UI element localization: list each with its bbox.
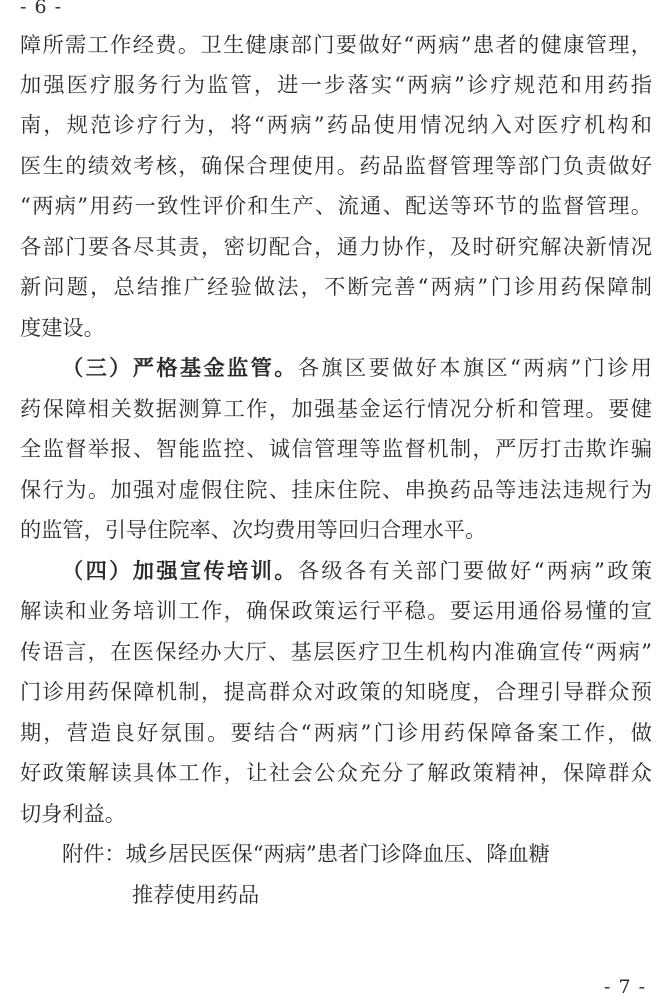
page-number-bottom: - 7 - [603, 976, 646, 998]
body-line: 新问题，总结推广经验做法，不断完善“两病”门诊用药保障制 [20, 274, 652, 299]
page-number-top: - 6 - [20, 0, 63, 18]
section-3-heading: （三）严格基金监管。 [62, 355, 298, 380]
section-3-text: 各旗区要做好本旗区“两病”门诊用 [297, 355, 652, 380]
section-4-heading: （四）加强宣传培训。 [62, 558, 298, 583]
body-line: 好政策解读具体工作，让社会公众充分了解政策精神，保障群众 [20, 760, 652, 785]
attachment-line-1: 附件：城乡居民医保“两病”患者门诊降血压、降血糖 [62, 841, 550, 866]
body-line: “两病”用药一致性评价和生产、流通、配送等环节的监督管理。 [20, 193, 652, 218]
body-line: 度建设。 [20, 315, 105, 340]
body-line: 加强医疗服务行为监管，进一步落实“两病”诊疗规范和用药指 [20, 72, 652, 97]
body-line: 各部门要各尽其责，密切配合，通力协作，及时研究解决新情况 [20, 234, 652, 259]
section-4-text: 各级各有关部门要做好“两病”政策 [297, 558, 652, 583]
body-line: 全监督举报、智能监控、诚信管理等监督机制，严厉打击欺诈骗 [20, 436, 652, 461]
body-line: 门诊用药保障机制，提高群众对政策的知晓度，合理引导群众预 [20, 679, 652, 704]
body-line: 解读和业务培训工作，确保政策运行平稳。要运用通俗易懂的宣 [20, 598, 652, 623]
section-4-first-line [62, 560, 652, 581]
body-line: 保行为。加强对虚假住院、挂床住院、串换药品等违法违规行为 [20, 477, 652, 502]
body-line: 的监管，引导住院率、次均费用等回归合理水平。 [20, 517, 487, 542]
section-3-first-line [62, 357, 652, 378]
body-line: 医生的绩效考核，确保合理使用。药品监督管理等部门负责做好 [20, 153, 652, 178]
body-line: 期，营造良好氛围。要结合“两病”门诊用药保障备案工作，做 [20, 720, 652, 745]
attachment-line-2: 推荐使用药品 [132, 882, 260, 907]
body-line: 药保障相关数据测算工作，加强基金运行情况分析和管理。要健 [20, 396, 652, 421]
body-line: 传语言，在医保经办大厅、基层医疗卫生机构内准确宣传“两病” [20, 639, 652, 664]
body-line: 切身利益。 [20, 801, 126, 826]
body-line: 南，规范诊疗行为，将“两病”药品使用情况纳入对医疗机构和 [20, 112, 652, 137]
body-line: 障所需工作经费。卫生健康部门要做好“两病”患者的健康管理， [20, 32, 652, 57]
